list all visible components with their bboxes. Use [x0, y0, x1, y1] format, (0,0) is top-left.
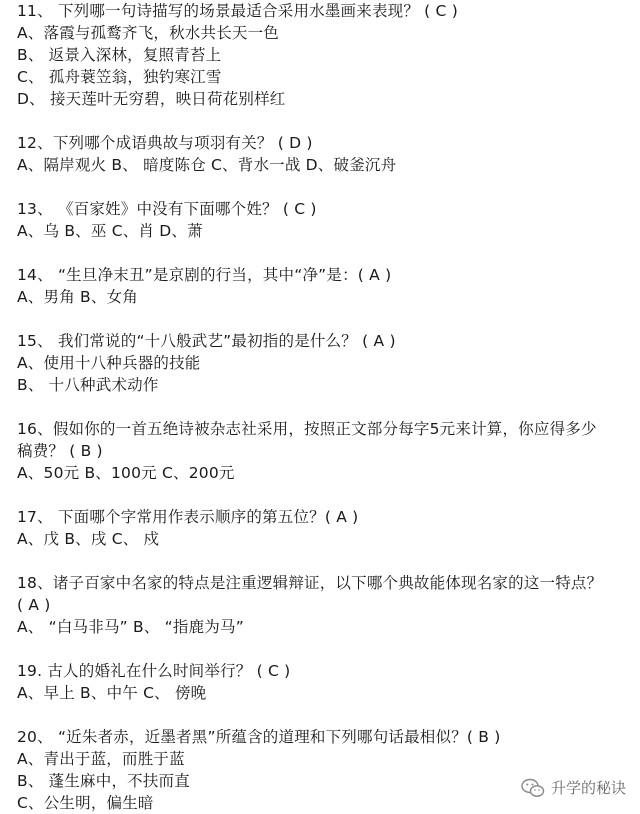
question-stem-continued: ( A ): [17, 596, 51, 614]
spacer: [17, 396, 632, 418]
option-line: A、隔岸观火 B、 暗度陈仓 C、背水一战 D、破釜沉舟: [17, 156, 397, 174]
question-stem-continued: 稿费？ ( B ): [17, 442, 103, 460]
option-line: A、使用十八种兵器的技能: [17, 354, 201, 372]
question-11: [17, 0, 632, 110]
option-line: A、落霞与孤鹜齐飞，秋水共长天一色: [17, 24, 280, 42]
option-line: A、 “白马非马” B、 “指鹿为马”: [17, 618, 244, 636]
spacer: [17, 110, 632, 132]
question-16: [17, 418, 632, 484]
watermark-text: 升学的秘诀: [550, 779, 626, 797]
spacer: [17, 484, 632, 506]
option-line: A、早上 B、中午 C、 傍晚: [17, 684, 207, 702]
question-stem: 14、 “生旦净末丑”是京剧的行当，其中“净”是：( A ): [17, 266, 392, 284]
spacer: [17, 308, 632, 330]
question-stem: 11、 下列哪一句诗描写的场景最适合采用水墨画来表现？ ( C ): [17, 2, 458, 20]
question-stem: 15、 我们常说的“十八般武艺”最初指的是什么？ ( A ): [17, 332, 396, 350]
option-line: A、戊 B、戌 C、 戍: [17, 530, 160, 548]
question-stem: 18、诸子百家中名家的特点是注重逻辑辩证，以下哪个典故能体现名家的这一特点？: [17, 574, 603, 592]
question-20: [17, 726, 632, 814]
question-stem: 13、 《百家姓》中没有下面哪个姓？ ( C ): [17, 200, 317, 218]
option-line: A、男角 B、女角: [17, 288, 138, 306]
option-line: C、 孤舟蓑笠翁，独钓寒江雪: [17, 68, 222, 86]
question-19: [17, 660, 632, 704]
spacer: [17, 704, 632, 726]
question-stem: 12、下列哪个成语典故与项羽有关？ ( D ): [17, 134, 313, 152]
question-document: [17, 0, 632, 814]
watermark: [521, 777, 626, 798]
spacer: [17, 638, 632, 660]
question-13: [17, 198, 632, 242]
option-line: C、公生明，偏生暗: [17, 794, 154, 812]
question-stem: 17、 下面哪个字常用作表示顺序的第五位？( A ): [17, 508, 359, 526]
wechat-icon: [521, 778, 545, 798]
option-line: B、 返景入深林，复照青苔上: [17, 46, 222, 64]
option-line: A、青出于蓝，而胜于蓝: [17, 750, 185, 768]
question-stem: 19. 古人的婚礼在什么时间举行？ ( C ): [17, 662, 291, 680]
option-line: D、 接天莲叶无穷碧，映日荷花别样红: [17, 90, 286, 108]
option-line: B、 蓬生麻中，不扶而直: [17, 772, 190, 790]
question-stem: 16、假如你的一首五绝诗被杂志社采用，按照正文部分每字5元来计算，你应得多少: [17, 420, 597, 438]
question-18: [17, 572, 632, 638]
option-line: A、50元 B、100元 C、200元: [17, 464, 235, 482]
option-line: A、乌 B、巫 C、肖 D、萧: [17, 222, 203, 240]
spacer: [17, 550, 632, 572]
question-stem: 20、 “近朱者赤，近墨者黑”所蕴含的道理和下列哪句话最相似？( B ): [17, 728, 501, 746]
question-14: [17, 264, 632, 308]
question-15: [17, 330, 632, 396]
question-17: [17, 506, 632, 550]
option-line: B、 十八种武术动作: [17, 376, 159, 394]
question-12: [17, 132, 632, 176]
spacer: [17, 242, 632, 264]
spacer: [17, 176, 632, 198]
